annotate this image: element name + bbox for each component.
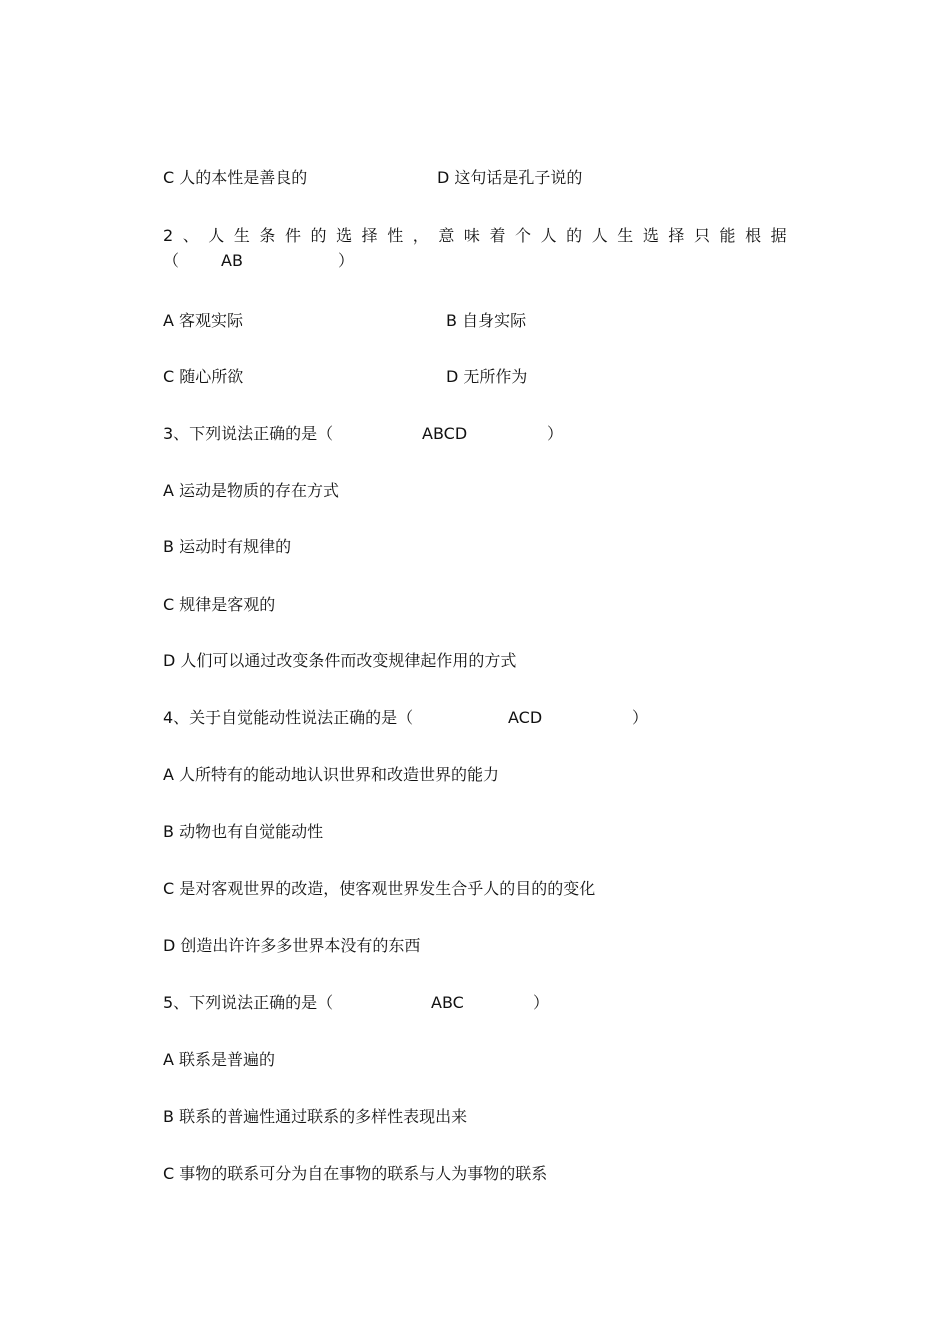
q2-stem-char: 人 (540, 226, 557, 245)
q3-option-b: B 运动时有规律的 (163, 537, 292, 556)
q2-paren-open: （ (163, 251, 180, 270)
q2-stem-char: 择 (361, 226, 378, 245)
q2-option-c: C 随心所欲 (163, 367, 244, 386)
q4-paren-close: ） (632, 708, 649, 727)
q2-stem-char: 生 (233, 226, 250, 245)
q3-option-d: D 人们可以通过改变条件而改变规律起作用的方式 (163, 651, 517, 670)
q5-stem: 5、下列说法正确的是（ (163, 993, 334, 1012)
q2-answer: AB (221, 251, 243, 270)
q2-option-a: A 客观实际 (163, 311, 244, 330)
q2-stem-char: 只 (693, 226, 710, 245)
q2-stem-char: 性 (387, 226, 404, 245)
q3-option-a: A 运动是物质的存在方式 (163, 481, 340, 500)
q3-stem: 3、下列说法正确的是（ (163, 424, 334, 443)
q1-option-c: C 人的本性是善良的 (163, 168, 308, 187)
q2-stem-char: 能 (719, 226, 736, 245)
q5-option-c: C 事物的联系可分为自在事物的联系与人为事物的联系 (163, 1164, 548, 1183)
q2-stem-char: 择 (668, 226, 685, 245)
q3-paren-close: ） (547, 424, 564, 443)
q2-stem-char: 、 (182, 226, 199, 245)
q2-option-d: D 无所作为 (446, 367, 528, 386)
q5-option-b: B 联系的普遍性通过联系的多样性表现出来 (163, 1107, 468, 1126)
q2-stem-char: 根 (745, 226, 762, 245)
q2-option-b: B 自身实际 (446, 311, 527, 330)
q4-option-d: D 创造出许许多多世界本没有的东西 (163, 936, 421, 955)
q2-stem-char: 条 (259, 226, 276, 245)
q2-stem-char: 选 (642, 226, 659, 245)
q2-stem-char: 2 (163, 226, 174, 245)
q2-stem-char: 据 (770, 226, 787, 245)
q4-answer: ACD (508, 708, 543, 727)
q4-option-a: A 人所特有的能动地认识世界和改造世界的能力 (163, 765, 500, 784)
q2-stem-char: 意 (438, 226, 455, 245)
q2-stem-char: 着 (489, 226, 506, 245)
q5-paren-close: ） (533, 993, 550, 1012)
q2-paren-close: ） (338, 251, 355, 270)
q5-answer: ABC (431, 993, 464, 1012)
q2-stem (163, 226, 787, 246)
q2-stem-char: 的 (310, 226, 327, 245)
q3-option-c: C 规律是客观的 (163, 595, 276, 614)
q2-stem-char: 选 (336, 226, 353, 245)
q2-stem-char: 生 (617, 226, 634, 245)
q2-stem-char: 件 (284, 226, 301, 245)
q1-option-d: D 这句话是孔子说的 (437, 168, 583, 187)
q4-option-b: B 动物也有自觉能动性 (163, 822, 324, 841)
q2-stem-char: 个 (515, 226, 532, 245)
q2-stem-char: ， (412, 226, 429, 245)
q2-stem-char: 人 (591, 226, 608, 245)
q3-answer: ABCD (422, 424, 468, 443)
q2-stem-char: 人 (208, 226, 225, 245)
q2-stem-char: 味 (463, 226, 480, 245)
q5-option-a: A 联系是普遍的 (163, 1050, 276, 1069)
q4-stem: 4、关于自觉能动性说法正确的是（ (163, 708, 414, 727)
q2-stem-char: 的 (566, 226, 583, 245)
q4-option-c: C 是对客观世界的改造，使客观世界发生合乎人的目的的变化 (163, 879, 596, 898)
